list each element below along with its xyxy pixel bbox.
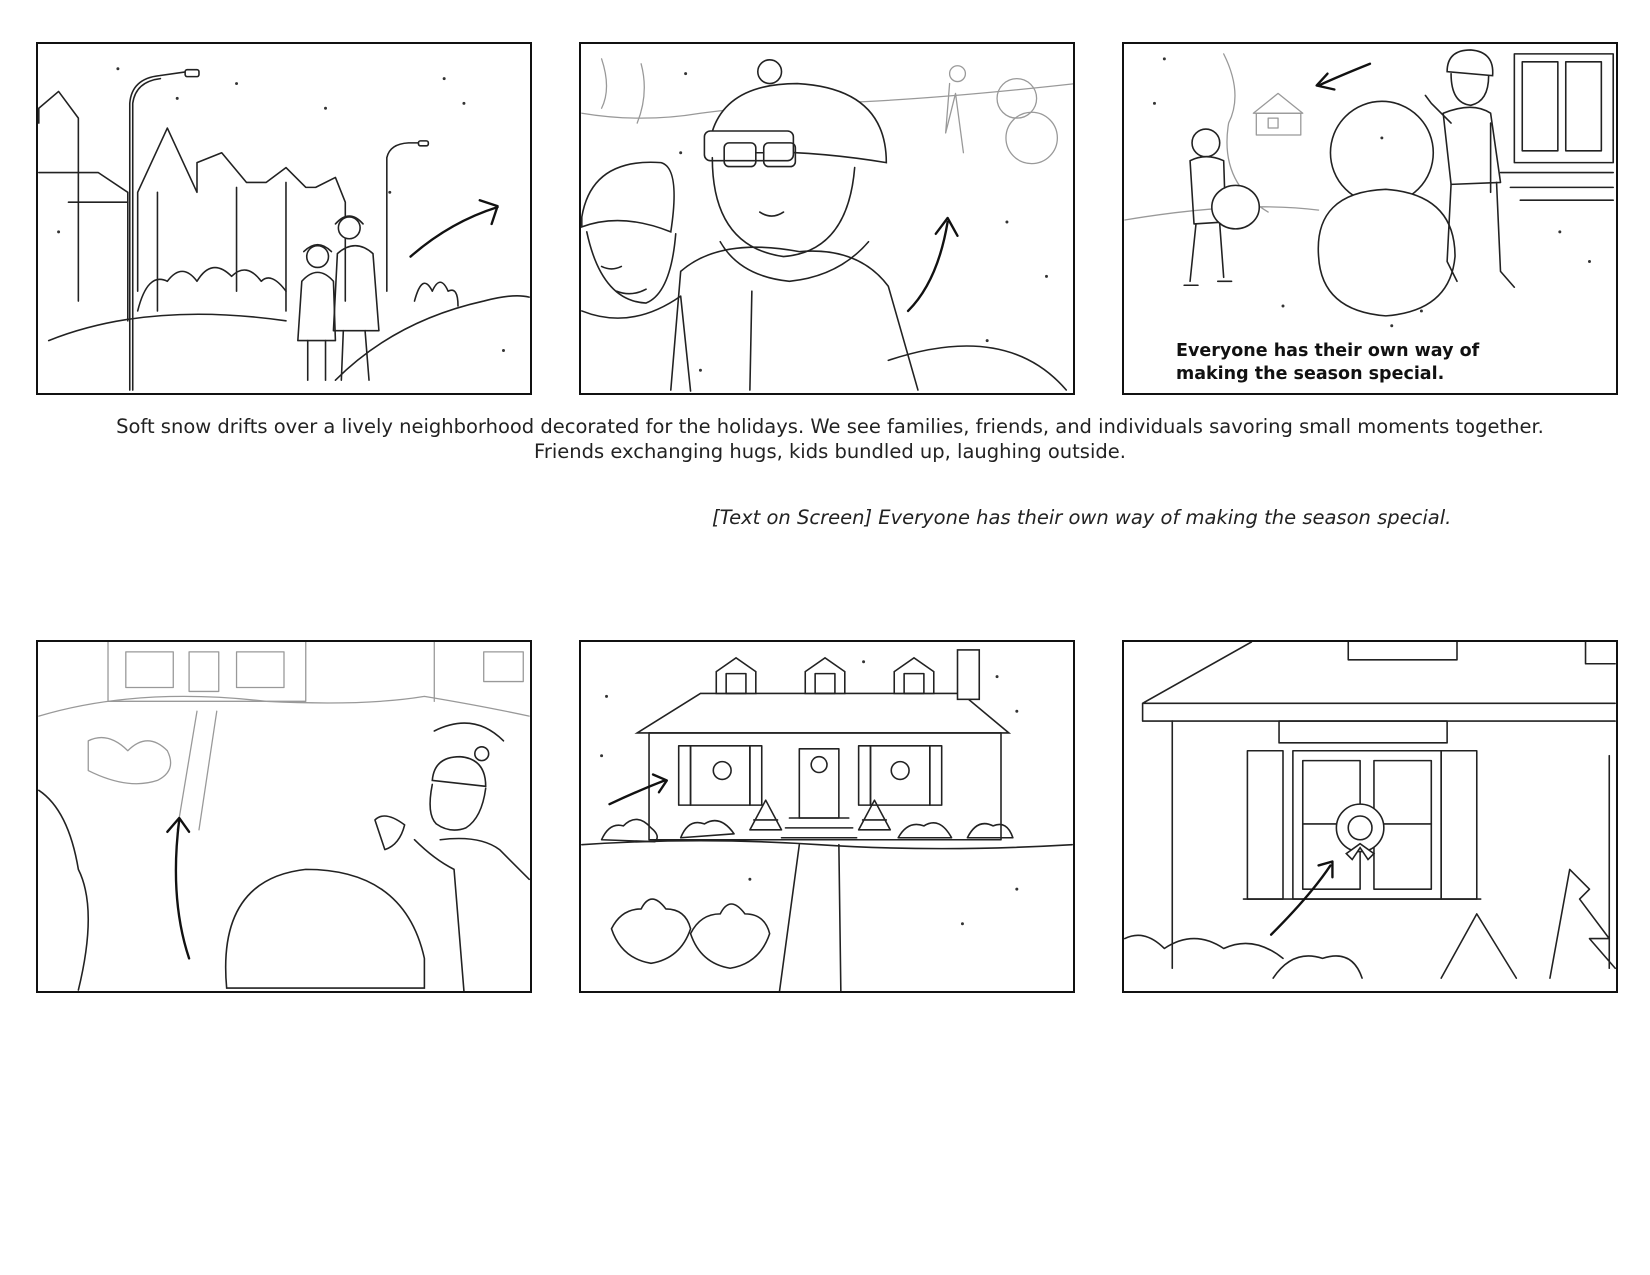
storyboard-panel-6 [1122,640,1618,993]
camera-move-arrow [411,207,498,256]
camera-move-arrow [908,222,948,311]
camera-move-arrow [1271,865,1330,934]
storyboard-panel-5 [579,640,1075,993]
text-on-screen-overlay [1176,340,1496,386]
description-line-2: Friends exchanging hugs, kids bundled up, laughing outside. [534,440,1126,463]
shrubs [1125,869,1615,978]
houses-row [39,91,345,320]
storyboard-panel-3 [1122,42,1618,395]
text-on-screen-note: [Text on Screen] Everyone has their own way of making the season special. [712,506,1452,529]
camera-move-arrow [176,820,189,958]
overlay-line-1: Everyone has their own way of [1176,341,1480,361]
background-house-blurred [39,642,529,830]
rolling-snowball-sketch [38,642,530,991]
overlay-line-2: making the season special. [1176,364,1445,384]
scene-description [40,414,1620,464]
bushes [49,268,286,341]
house [637,650,1009,840]
house-wall [1143,642,1616,968]
front-yard [582,841,1072,991]
two-friends-closeup-sketch [581,44,1073,393]
street-couple-sketch [38,44,530,393]
couple [298,216,379,380]
snowball [226,869,425,988]
camera-move-arrow [609,780,664,804]
snowman [1318,101,1455,316]
description-line-1: Soft snow drifts over a lively neighborhood decorated for the holidays. We see families, friends, and individuals savoring small moments together. [116,415,1544,438]
window-wreath-closeup-sketch [1124,642,1616,991]
shrubs-and-trees [602,800,1013,842]
storyboard-panel-2 [579,42,1075,395]
wreath [1336,804,1383,859]
door-and-steps [1491,54,1614,200]
house-with-snow-angels-sketch [581,642,1073,991]
friend-right [671,60,1066,390]
child-with-snowball [1184,129,1259,285]
storyboard-panel-4 [36,640,532,993]
storyboard-panel-1 [36,42,532,395]
snowflakes [57,67,505,352]
